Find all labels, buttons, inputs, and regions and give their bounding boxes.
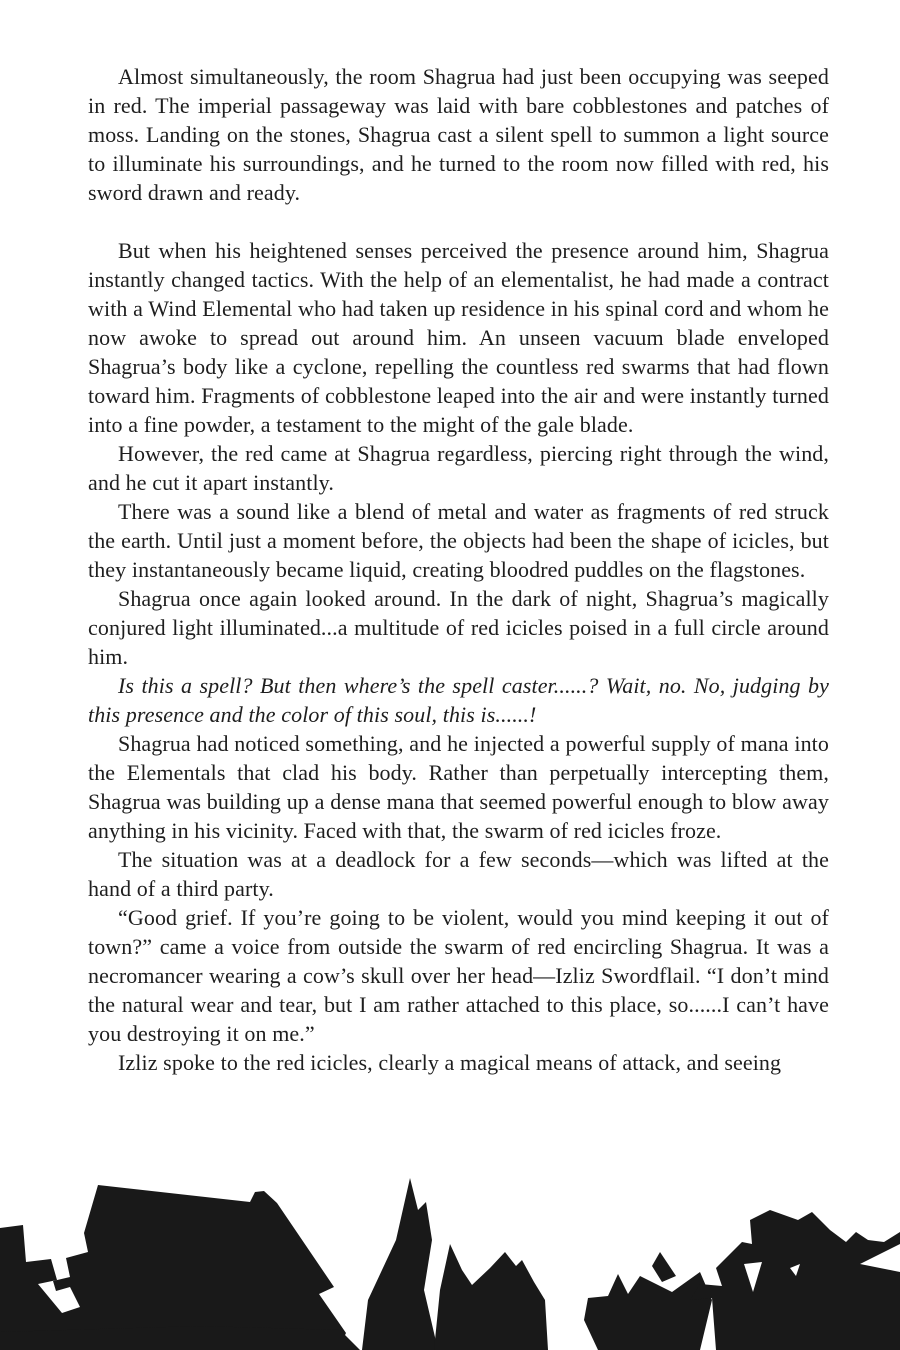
- ruins-silhouette-shapes: [0, 1178, 900, 1350]
- paragraph-1: Almost simultaneously, the room Shagrua had just been occupying was seeped in red. The imperial passageway was laid with bare cobblestones and patches of moss. Landing on the stones, Shagrua cast a silent spell to summon a light source to illuminate his surroundings, and he turned to the room now filled with red, his sword drawn and ready.: [88, 64, 829, 205]
- paragraph-8: The situation was at a deadlock for a few seconds—which was lifted at the hand of a third party.: [88, 847, 829, 901]
- paragraph-9: “Good grief. If you’re going to be violent, would you mind keeping it out of town?” came a voice from outside the swarm of red encircling Shagrua. It was a necromancer wearing a cow’s skull over her head—Izliz Swordflail. “I don’t mind the natural wear and tear, but I am rather attached to this place, so......I can’t have you destroying it on me.”: [88, 905, 829, 1046]
- paragraph-5: Shagrua once again looked around. In the dark of night, Shagrua’s magically conjured light illuminated...a multitude of red icicles poised in a full circle around him.: [88, 586, 829, 669]
- body-text: [88, 62, 829, 1077]
- paragraph-2: But when his heightened senses perceived the presence around him, Shagrua instantly changed tactics. With the help of an elementalist, he had made a contract with a Wind Elemental who had taken up residence in his spinal cord and whom he now awoke to spread out around him. An unseen vacuum blade enveloped Shagrua’s body like a cyclone, repelling the countless red swarms that had flown toward him. Fragments of cobblestone leaped into the air and were instantly turned into a fine powder, a testament to the might of the gale blade.: [88, 238, 829, 437]
- paragraph-6: Is this a spell? But then where’s the spell caster......? Wait, no. No, judging by this presence and the color of this soul, this is......!: [88, 673, 829, 727]
- paragraph-10: Izliz spoke to the red icicles, clearly a magical means of attack, and seeing: [118, 1050, 782, 1075]
- paragraph-7: Shagrua had noticed something, and he injected a powerful supply of mana into the Elementals that clad his body. Rather than perpetually intercepting them, Shagrua was building up a dense mana that seemed powerful enough to blow away anything in his vicinity. Faced with that, the swarm of red icicles froze.: [88, 731, 829, 843]
- paragraph-3: However, the red came at Shagrua regardless, piercing right through the wind, and he cut it apart instantly.: [88, 441, 829, 495]
- paragraph-4: There was a sound like a blend of metal and water as fragments of red struck the earth. Until just a moment before, the objects had been the shape of icicles, but they instantaneously became liquid, creating bloodred puddles on the flagstones.: [88, 499, 829, 582]
- ruins-silhouette-illustration: [0, 1170, 900, 1350]
